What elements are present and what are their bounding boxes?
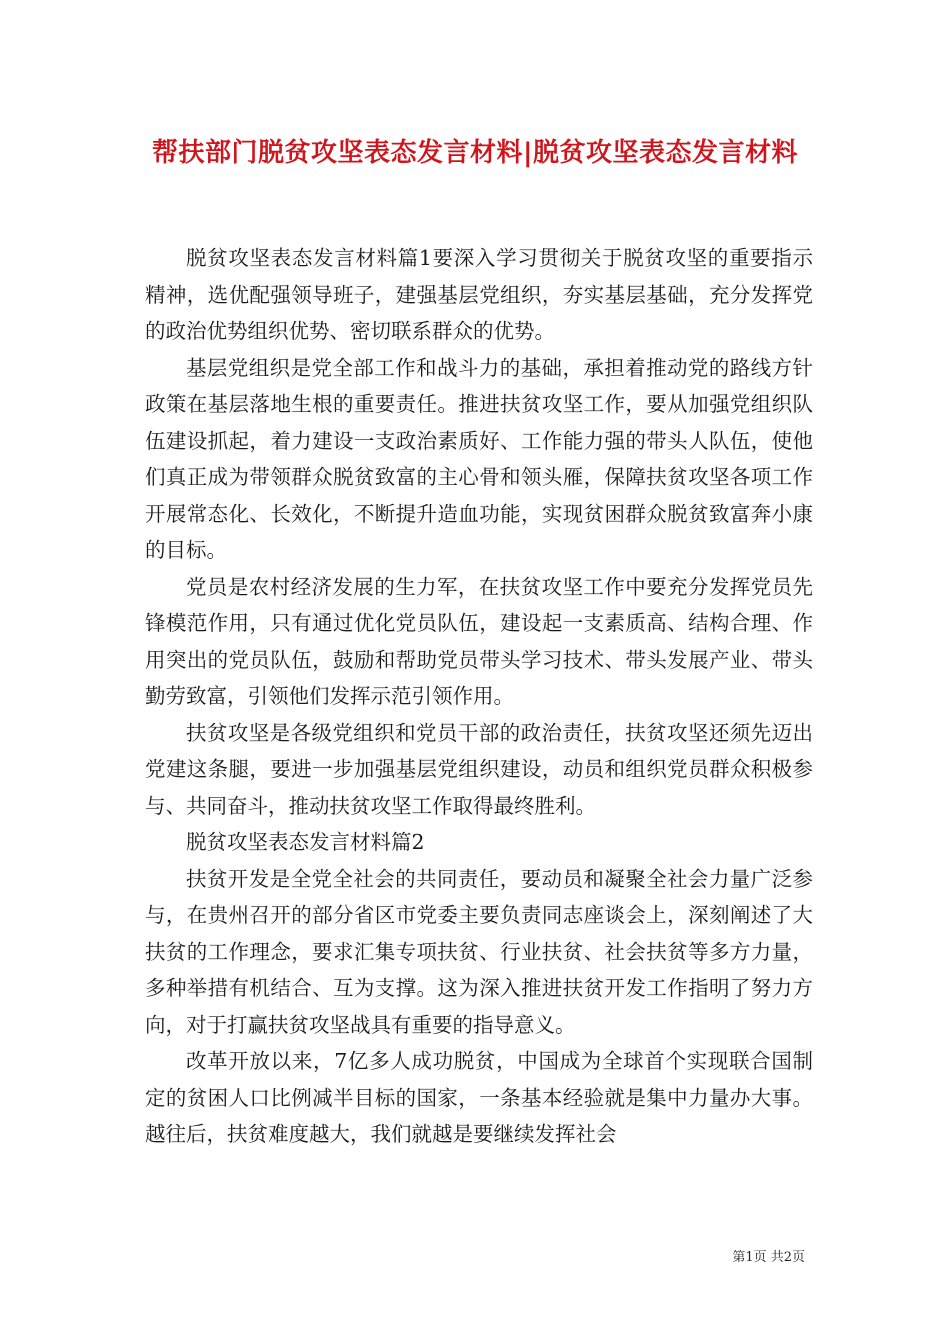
paragraph-1: 脱贫攻坚表态发言材料篇1要深入学习贯彻关于脱贫攻坚的重要指示精神，选优配强领导班子，建强基层党组织，夯实基层基础，充分发挥党的政治优势组织优势、密切联系群众的优势。 (145, 246, 813, 343)
section-heading-2: 脱贫攻坚表态发言材料篇2 (186, 830, 425, 854)
page-title: 帮扶部门脱贫攻坚表态发言材料|脱贫攻坚表态发言材料 (152, 138, 798, 168)
page-number-footer: 第1页 共2页 (732, 1250, 805, 1265)
paragraph-4: 扶贫攻坚是各级党组织和党员干部的政治责任，扶贫攻坚还须先迈出党建这条腿，要进一步加强基层党组织建设，动员和组织党员群众积极参与、共同奋斗，推动扶贫攻坚工作取得最终胜利。 (145, 720, 813, 818)
paragraph-5: 扶贫开发是全党全社会的共同责任，要动员和凝聚全社会力量广泛参与，在贵州召开的部分省区市党委主要负责同志座谈会上，深刻阐述了大扶贫的工作理念，要求汇集专项扶贫、行业扶贫、社会扶贫等多方力量，多种举措有机结合、互为支撑。这为深入推进扶贫开发工作指明了努力方向，对于打赢扶贫攻坚战具有重要的指导意义。 (145, 866, 813, 1037)
document-body (145, 240, 813, 1153)
paragraph-3: 党员是农村经济发展的生力军，在扶贫攻坚工作中要充分发挥党员先锋模范作用，只有通过优化党员队伍，建设起一支素质高、结构合理、作用突出的党员队伍，鼓励和帮助党员带头学习技术、带头发展产业、带头勤劳致富，引领他们发挥示范引领作用。 (145, 574, 813, 708)
paragraph-6: 改革开放以来，7亿多人成功脱贫，中国成为全球首个实现联合国制定的贫困人口比例减半目标的国家，一条基本经验就是集中力量办大事。越往后，扶贫难度越大，我们就越是要继续发挥社会 (145, 1049, 813, 1146)
paragraph-2: 基层党组织是党全部工作和战斗力的基础，承担着推动党的路线方针政策在基层落地生根的重要责任。推进扶贫攻坚工作，要从加强党组织队伍建设抓起，着力建设一支政治素质好、工作能力强的带头人队伍，使他们真正成为带领群众脱贫致富的主心骨和领头雁，保障扶贫攻坚各项工作开展常态化、长效化，不断提升造血功能，实现贫困群众脱贫致富奔小康的目标。 (145, 355, 813, 562)
